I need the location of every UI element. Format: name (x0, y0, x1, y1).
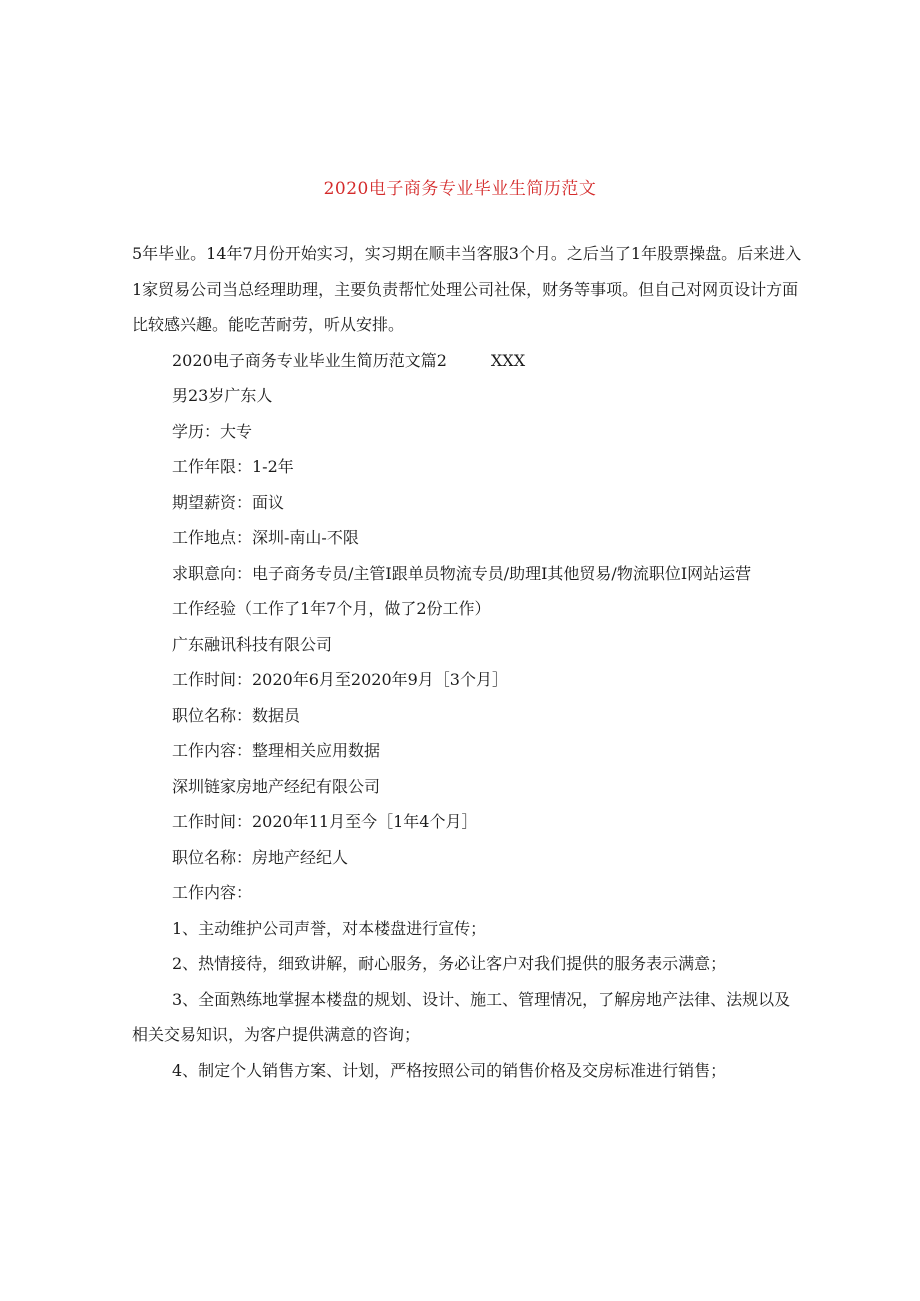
job2-company: 深圳链家房地产经纪有限公司 (172, 776, 381, 796)
intro-paragraph: 5年毕业。14年7月份开始实习，实习期在顺丰当客服3个月。之后当了1年股票操盘。后来进入1家贸易公司当总经理助理，主要负责帮忙处理公司社保，财务等事项。但自己对网页设计方面比较感兴趣。能吃苦耐劳，听从安排。 (132, 244, 802, 334)
experience-summary-line: 工作经验（工作了1年7个月，做了2份工作） (172, 599, 491, 618)
job2-item-4: 4、制定个人销售方案、计划，严格按照公司的销售价格及交房标准进行销售； (172, 1060, 727, 1080)
section-heading-line (132, 343, 804, 379)
education-line: 学历：大专 (172, 421, 253, 441)
job2-item-2: 2、热情接待，细致讲解，耐心服务，务必让客户对我们提供的服务表示满意； (172, 954, 727, 973)
job1-content: 工作内容：整理相关应用数据 (172, 741, 381, 760)
job1-company: 广东融讯科技有限公司 (172, 634, 333, 654)
job1-period: 工作时间：2020年6月至2020年9月［3个月］ (172, 670, 508, 689)
section-heading: 2020电子商务专业毕业生简历范文篇2 (172, 350, 447, 370)
job2-period: 工作时间：2020年11月至今［1年4个月］ (172, 812, 478, 831)
job-intention-paragraph: 求职意向：电子商务专员/主管I跟单员物流专员/助理I其他贸易/物流职位I网站运营 (172, 563, 752, 583)
job1-position: 职位名称：数据员 (172, 705, 301, 725)
document-body (132, 236, 804, 1088)
candidate-name: XXX (490, 350, 526, 370)
expected-salary-line: 期望薪资：面议 (172, 492, 285, 512)
work-years-line: 工作年限：1-2年 (172, 457, 294, 476)
job2-position: 职位名称：房地产经纪人 (172, 847, 349, 867)
work-location-line: 工作地点：深圳-南山-不限 (172, 528, 359, 547)
document-title: 2020电子商务专业毕业生简历范文 (323, 179, 597, 199)
job2-item-1: 1、主动维护公司声誉，对本楼盘进行宣传； (172, 918, 487, 938)
profile-line: 男23岁广东人 (172, 386, 273, 405)
job2-content-label: 工作内容： (172, 883, 253, 902)
job2-item-3: 3、全面熟练地掌握本楼盘的规划、设计、施工、管理情况，了解房地产法律、法规以及相关交易知识，为客户提供满意的咨询； (132, 989, 791, 1044)
